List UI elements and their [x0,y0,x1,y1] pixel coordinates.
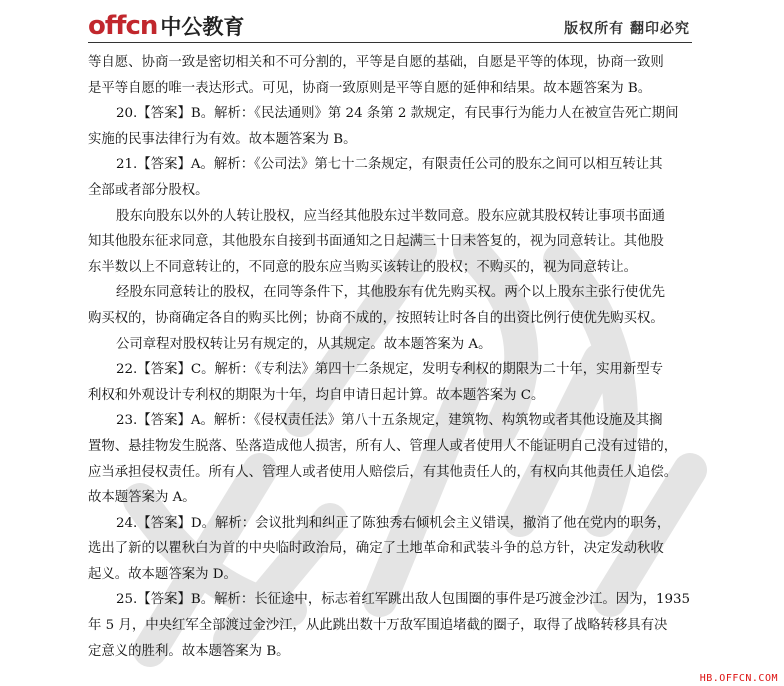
text-line: 股东向股东以外的人转让股权，应当经其他股东过半数同意。股东应就其股权转让事项书面通 [116,208,666,224]
page-header [88,8,692,43]
text-line: 年 5 月，中央红军全部渡过金沙江，从此跳出数十万敌军围追堵截的圈子，取得了战略转移具有决 [88,618,668,634]
text-line: 应当承担侵权责任。所有人、管理人或者使用人赔偿后，有其他责任人的，有权向其他责任人追偿。 [88,464,678,480]
text-line: 25.【答案】B。解析：长征途中，标志着红军跳出敌人包围圈的事件是巧渡金沙江。因为，1935 [116,592,691,608]
text-line: 知其他股东征求同意，其他股东自接到书面通知之日起满三十日未答复的，视为同意转让。其他股 [88,234,664,250]
text-line: 等自愿、协商一致是密切相关和不可分割的，平等是自愿的基础，自愿是平等的体现，协商一致则 [88,55,664,70]
text-line: 22.【答案】C。解析：《专利法》第四十二条规定，发明专利权的期限为二十年，实用新型专 [116,362,664,378]
text-line: 定意义的胜利。故本题答案为 B。 [88,643,290,659]
text-line: 21.【答案】A。解析：《公司法》第七十二条规定，有限责任公司的股东之间可以相互转让其 [116,157,663,173]
text-line: 置物、悬挂物发生脱落、坠落造成他人损害，所有人、管理人或者使用人不能证明自己没有过错的， [88,438,678,454]
text-line: 23.【答案】A。解析：《侵权责任法》第八十五条规定，建筑物、构筑物或者其他设施及其搁 [116,413,663,429]
text-line: 全部或者部分股权。 [88,182,209,198]
text-line: 经股东同意转让的股权，在同等条件下，其他股东有优先购买权。两个以上股东主张行使优先 [116,285,666,301]
document-body [88,50,692,664]
offcn-logo [88,10,244,40]
text-line: 选出了新的以瞿秋白为首的中央临时政治局，确定了土地革命和武装斗争的总方针，决定发动秋收 [88,541,664,557]
logo-latin-text: offcn [88,11,158,41]
copyright-notice: 版权所有 翻印必究 [564,21,690,37]
text-line: 利权和外观设计专利权的期限为十年，均自申请日起计算。故本题答案为 C。 [88,387,545,403]
text-line: 24.【答案】D。解析：会议批判和纠正了陈独秀右倾机会主义错误，撤消了他在党内的职务， [116,515,671,531]
text-line: 东半数以上不同意转让的，不同意的股东应当购买该转让的股权；不购买的，视为同意转让。 [88,259,638,275]
text-line: 公司章程对股权转让另有规定的，从其规定。故本题答案为 A。 [116,336,492,352]
text-line: 购买权的，协商确定各自的购买比例；协商不成的，按照转让时各自的出资比例行使优先购买权。 [88,310,664,326]
text-line: 故本题答案为 A。 [88,490,196,506]
text-line: 起义。故本题答案为 D。 [88,566,237,582]
logo-chinese-text: 中公教育 [160,15,245,39]
footer-url: HB.OFFCN.COM [699,673,778,684]
text-line: 是平等自愿的唯一表达形式。可见，协商一致原则是平等自愿的延伸和结果。故本题答案为 B。 [88,80,652,96]
text-line: 实施的民事法律行为有效。故本题答案为 B。 [88,131,357,147]
text-line: 20.【答案】B。解析：《民法通则》第 24 条第 2 款规定，有民事行为能力人在被宣告死亡期间 [116,106,679,122]
